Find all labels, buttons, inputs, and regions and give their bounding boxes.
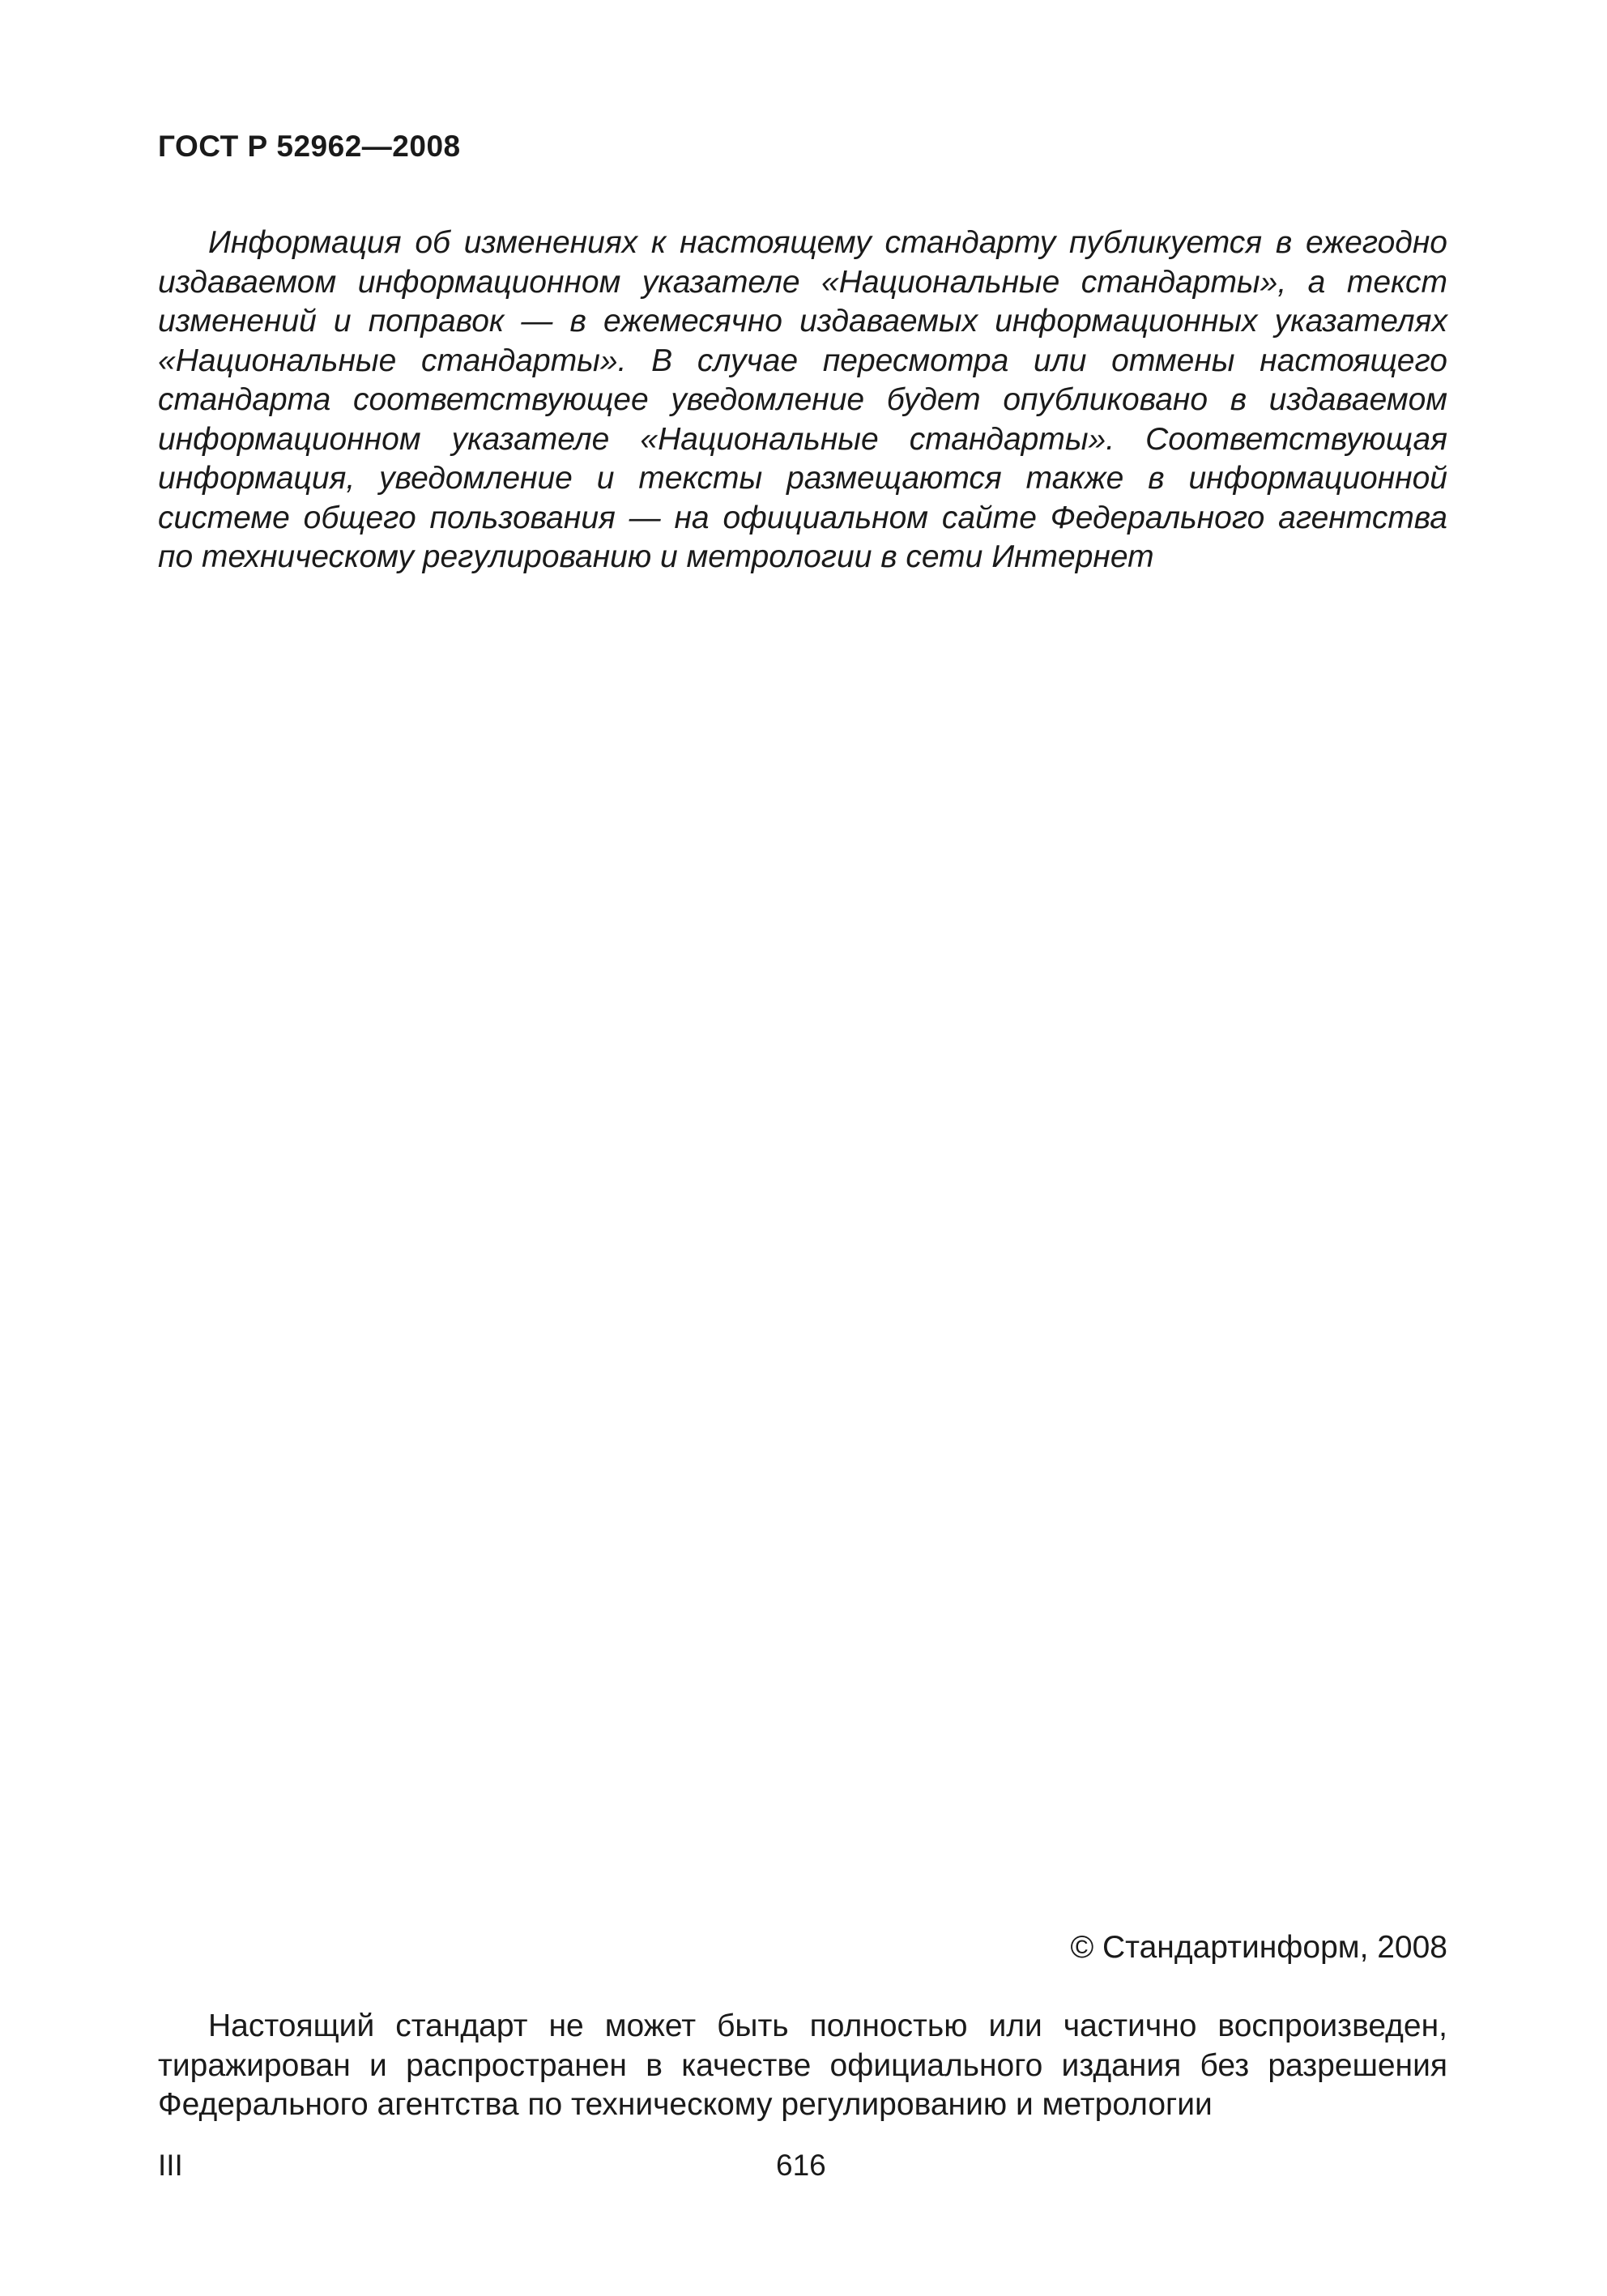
sheet-number: 616 <box>776 2149 826 2182</box>
roman-page-number: III <box>158 2149 183 2182</box>
copyright-line: © Стандартинформ, 2008 <box>1070 1930 1447 1965</box>
amendments-info-paragraph: Информация об изменениях к настоящему стандарту публикуется в ежегодно издаваемом информационном указателе «Национальные стандарты», а текст изменений и поправок — в ежемесячно издаваемых информационных указателях «Национальные стандарты». В случае пересмотра или отмены настоящего стандарта соответствующее уведомление будет опубликовано в издаваемом информационном указателе «Национальные стандарты». Соответствующая информация, уведомление и тексты размещаются также в информационной системе общего пользования — на официальном сайте Федерального агентства по техническому регулированию и метрологии в сети Интернет <box>158 225 1447 574</box>
standard-id-header: ГОСТ Р 52962—2008 <box>158 130 461 163</box>
reproduction-notice-paragraph: Настоящий стандарт не может быть полностью или частично воспроизведен, тиражирован и распространен в качестве официального издания без разрешения Федерального агентства по техническому регулированию и метрологии <box>158 2008 1447 2122</box>
